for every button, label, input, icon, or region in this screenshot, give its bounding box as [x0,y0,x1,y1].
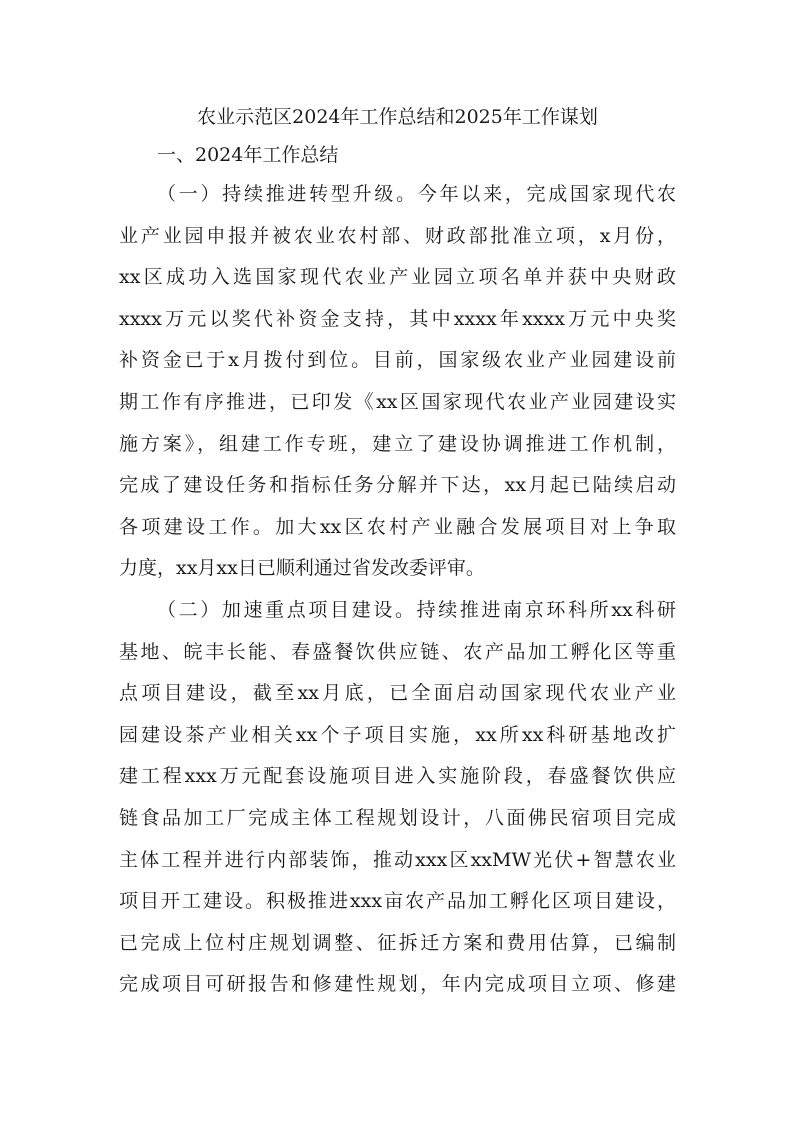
paragraph-line: 项目开工建设。积极推进xxx亩农产品加工孵化区项目建设， [119,890,676,913]
paragraph-line: 基地、皖丰长能、春盛餐饮供应链、农产品加工孵化区等重 [119,640,676,663]
paragraph-line: 园建设茶产业相关xx个子项目实施，xx所xx科研基地改扩 [119,723,676,746]
paragraph-line: xxxx万元以奖代补资金支持，其中xxxx年xxxx万元中央奖 [119,307,676,330]
paragraph-line: xx区成功入选国家现代农业产业园立项名单并获中央财政 [119,266,676,289]
paragraph-line: 建工程xxx万元配套设施项目进入实施阶段，春盛餐饮供应 [119,765,676,788]
paragraph-line: （一）持续推进转型升级。今年以来，完成国家现代农 [157,183,676,205]
paragraph-line: 已完成上位村庄规划调整、征拆迁方案和费用估算，已编制 [119,931,676,954]
paragraph-line: 施方案》，组建工作专班，建立了建设协调推进工作机制， [119,432,676,455]
paragraph-line: 业产业园申报并被农业农村部、财政部批准立项，x月份， [119,224,676,247]
paragraph-line: 补资金已于x月拨付到位。目前，国家级农业产业园建设前 [119,349,676,372]
paragraph-line: 主体工程并进行内部装饰，推动xxx区xxMW光伏+智慧农业 [119,848,676,871]
paragraph-key-projects [119,590,676,1006]
document-title: 农业示范区2024年工作总结和2025年工作谋划 [197,106,598,128]
paragraph-line: 各项建设工作。加大xx区农村产业融合发展项目对上争取 [119,515,676,538]
document-body [119,98,676,1006]
paragraph-line: 完成了建设任务和指标任务分解并下达，xx月起已陆续启动 [119,474,676,497]
paragraph-line: 链食品加工厂完成主体工程规划设计，八面佛民宿项目完成 [119,806,676,829]
paragraph-line: （二）加速重点项目建设。持续推进南京环科所xx科研 [157,598,676,621]
paragraph-line: 期工作有序推进，已印发《xx区国家现代农业产业园建设实 [119,390,676,413]
paragraph-line: 点项目建设，截至xx月底，已全面启动国家现代农业产业 [119,682,676,705]
section-heading: 一、2024年工作总结 [157,144,339,166]
paragraph-line: 完成项目可研报告和修建性规划，年内完成项目立项、修建 [119,973,676,996]
paragraph-line: 力度，xx月xx日已顺利通过省发改委评审。 [119,557,485,580]
paragraph-transformation-upgrade [119,174,676,590]
